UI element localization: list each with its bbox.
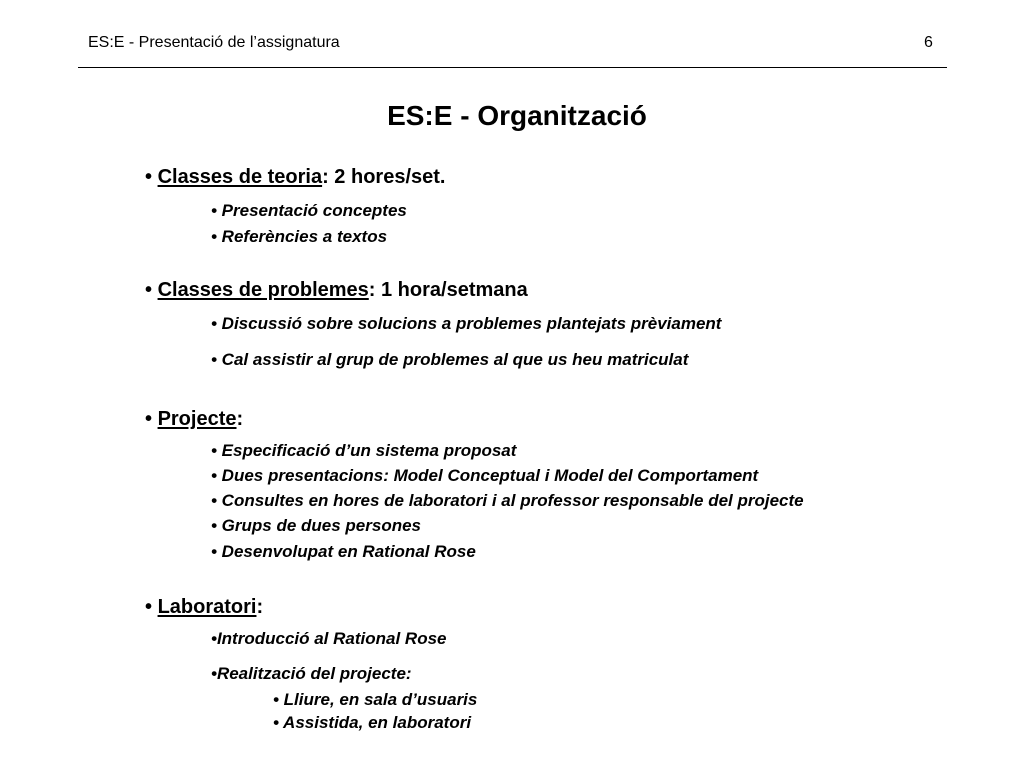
list-item: • Presentació conceptes [211,201,407,220]
page-number: 6 [924,34,933,51]
list-item: •Realització del projecte: [211,664,412,683]
section-heading-projecte: • Projecte: [145,408,244,430]
list-item: • Cal assistir al grup de problemes al que us heu matriculat [211,350,689,369]
slide-title: ES:E - Organització [387,100,647,131]
section-label-projecte: Projecte [157,408,237,430]
list-item: • Grups de dues persones [211,516,422,535]
header-title: ES:E - Presentació de l’assignatura [88,34,340,51]
sub-list-item: • Lliure, en sala d’usuaris [273,690,478,709]
sub-list-item: • Assistida, en laboratori [273,713,472,732]
section-heading-teoria: • Classes de teoria: 2 hores/set. [145,166,446,188]
list-item: • Discussió sobre solucions a problemes plantejats prèviament [211,314,722,333]
section-heading-problemes: • Classes de problemes: 1 hora/setmana [145,279,528,301]
header-divider [78,67,947,68]
list-item: • Consultes en hores de laboratori i al professor responsable del projecte [211,491,804,510]
list-item: • Especificació d’un sistema proposat [211,441,517,460]
list-item: • Dues presentacions: Model Conceptual i Model del Comportament [211,466,759,485]
section-heading-laboratori: • Laboratori: [145,596,264,618]
list-item: • Desenvolupat en Rational Rose [211,542,476,561]
section-label-problemes: Classes de problemes [157,279,369,301]
section-label-laboratori: Laboratori [157,596,257,618]
list-item: • Referències a textos [211,227,388,246]
section-label-teoria: Classes de teoria [157,166,323,188]
list-item: •Introducció al Rational Rose [211,629,447,648]
